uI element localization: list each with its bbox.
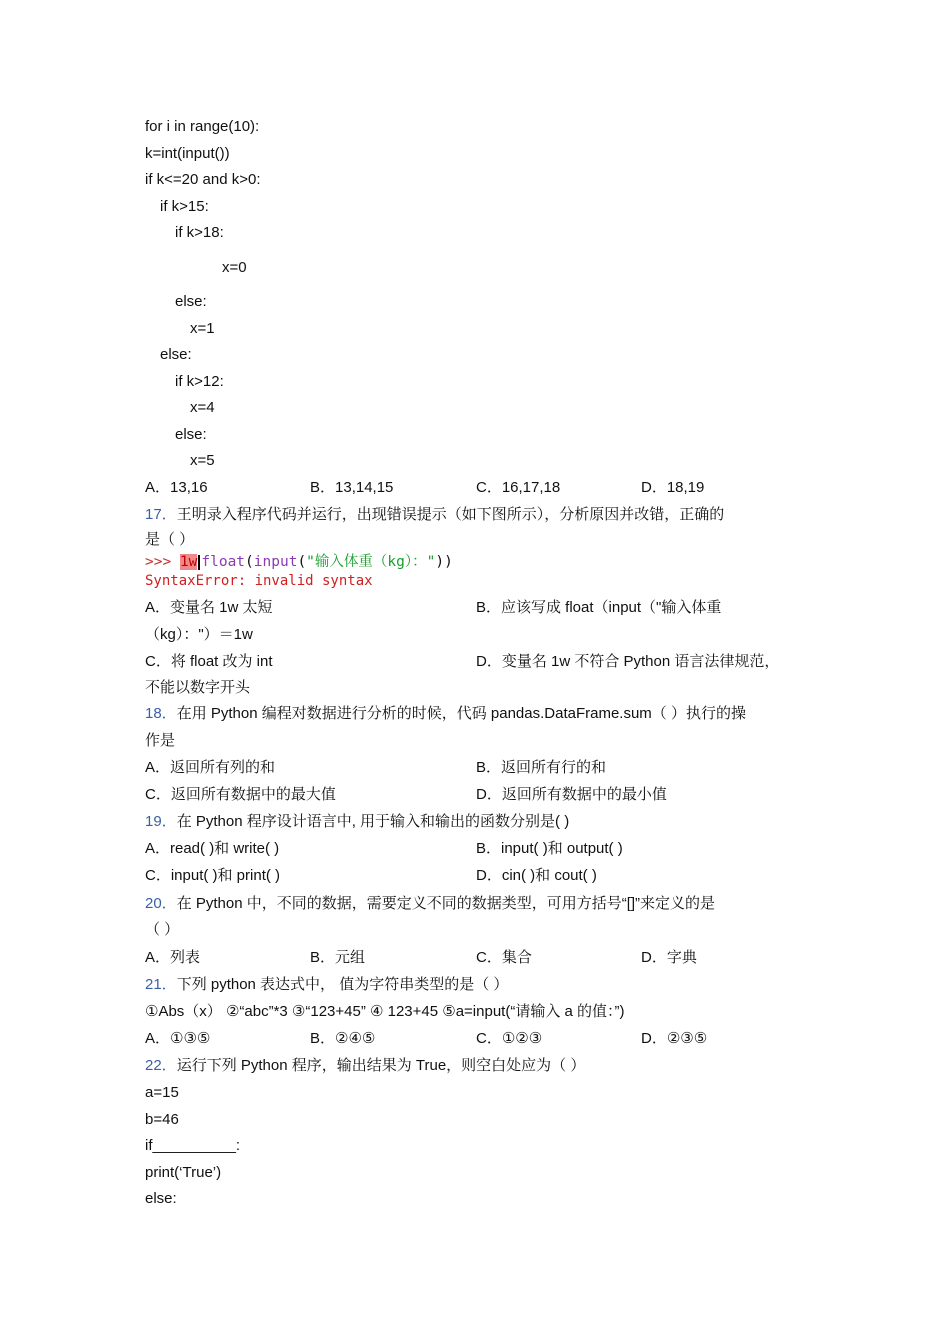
q21-number: 21． (145, 976, 177, 993)
q20-option-b: B．元组 (310, 949, 366, 966)
code-line: x=1 (190, 320, 215, 337)
shell-prompt: >>> (145, 554, 180, 570)
code-line: else: (160, 346, 192, 363)
q20-option-a: A．列表 (145, 949, 201, 966)
q17-option-a: A．变量名 1w 太短 (145, 599, 273, 616)
q16-option-b: B．13,14,15 (310, 479, 394, 496)
highlighted-variable: 1w (179, 554, 198, 570)
q19-option-a: A．read( )和 write( ) (145, 840, 280, 857)
q18-option-c: C．返回所有数据中的最大值 (145, 786, 336, 803)
syntax-error-message: SyntaxError: invalid syntax (145, 573, 373, 589)
q18-stem (145, 704, 746, 724)
code-line: k=int(input()) (145, 145, 230, 162)
paren-3: )) (435, 554, 453, 570)
q20-stem-cont: （ ） (145, 921, 180, 938)
q21-stem (145, 975, 508, 995)
q17-code-screenshot (145, 552, 453, 572)
q17-option-b-cont: （kg）："）＝1w (145, 626, 253, 643)
q21-option-b: B．②④⑤ (310, 1030, 376, 1047)
q22-code-line: b=46 (145, 1111, 179, 1128)
code-line: x=4 (190, 399, 215, 416)
q18-text: 在用 Python 编程对数据进行分析的时候，代码 pandas.DataFrame.sum（ ）执行的操 (176, 705, 746, 722)
code-line: if k<=20 and k>0: (145, 171, 261, 188)
q16-option-c: C．16,17,18 (476, 479, 561, 496)
code-line: if k>18: (175, 224, 224, 241)
q22-code-line: a=15 (145, 1084, 179, 1101)
q21-text: 下列 python 表达式中， 值为字符串类型的是（ ） (176, 976, 509, 993)
q17-option-b: B．应该写成 float（input（"输入体重 (476, 599, 722, 616)
q18-stem-cont: 作是 (145, 732, 176, 749)
code-line: for i in range(10): (145, 118, 260, 135)
q22-code-line: if__________: (145, 1137, 241, 1154)
q22-text: 运行下列 Python 程序，输出结果为 True，则空白处应为（ ） (176, 1057, 586, 1074)
paren-2: ( (297, 554, 307, 570)
q20-stem (145, 894, 715, 914)
q19-stem (145, 812, 569, 832)
q22-code-line: print(‘True’) (145, 1164, 222, 1181)
q22-code-line: else: (145, 1190, 177, 1207)
q18-option-d: D．返回所有数据中的最小值 (476, 786, 667, 803)
q21-option-d: D．②③⑤ (641, 1030, 708, 1047)
q19-option-c: C．input( )和 print( ) (145, 867, 281, 884)
q21-option-c: C．①②③ (476, 1030, 543, 1047)
float-keyword: float (201, 554, 246, 570)
q17-option-c: C．将 float 改为 int (145, 653, 273, 670)
q17-text: 王明录入程序代码并运行，出现错误提示（如下图所示），分析原因并改错，正确的 (176, 506, 725, 523)
q16-option-a: A．13,16 (145, 479, 208, 496)
prompt-string: "输入体重（kg）：" (306, 554, 436, 570)
q22-number: 22． (145, 1057, 177, 1074)
q19-option-b: B．input( )和 output( ) (476, 840, 623, 857)
input-keyword: input (253, 554, 298, 570)
q17-option-d-cont: 不能以数字开头 (145, 679, 251, 696)
code-line: else: (175, 426, 207, 443)
q20-number: 20． (145, 895, 177, 912)
q21-option-a: A．①③⑤ (145, 1030, 211, 1047)
q19-text: 在 Python 程序设计语言中, 用于输入和输出的函数分别是( ) (176, 813, 570, 830)
q19-number: 19． (145, 813, 177, 830)
q17-number: 17． (145, 506, 177, 523)
q18-number: 18． (145, 705, 177, 722)
q21-expressions: ①Abs（x） ②“abc”*3 ③“123+45” ④ 123+45 ⑤a=input(“请输入 a 的值：”) (145, 1003, 625, 1020)
q17-stem (145, 505, 724, 525)
code-line: else: (175, 293, 207, 310)
q17-stem-cont: 是（ ） (145, 531, 195, 548)
q20-option-d: D．字典 (641, 949, 697, 966)
q19-option-d: D．cin( )和 cout( ) (476, 867, 597, 884)
code-line: if k>15: (160, 198, 209, 215)
q16-option-d: D．18,19 (641, 479, 705, 496)
code-line: if k>12: (175, 373, 224, 390)
code-line: x=5 (190, 452, 215, 469)
q22-stem (145, 1056, 585, 1076)
q20-option-c: C．集合 (476, 949, 532, 966)
q18-option-a: A．返回所有列的和 (145, 759, 276, 776)
q18-option-b: B．返回所有行的和 (476, 759, 607, 776)
q17-option-d: D．变量名 1w 不符合 Python 语言法律规范， (476, 653, 780, 670)
code-line: x=0 (222, 259, 247, 276)
q20-text: 在 Python 中，不同的数据，需要定义不同的数据类型，可用方括号“[]”来定义的是 (176, 895, 716, 912)
paren-1: ( (245, 554, 254, 570)
